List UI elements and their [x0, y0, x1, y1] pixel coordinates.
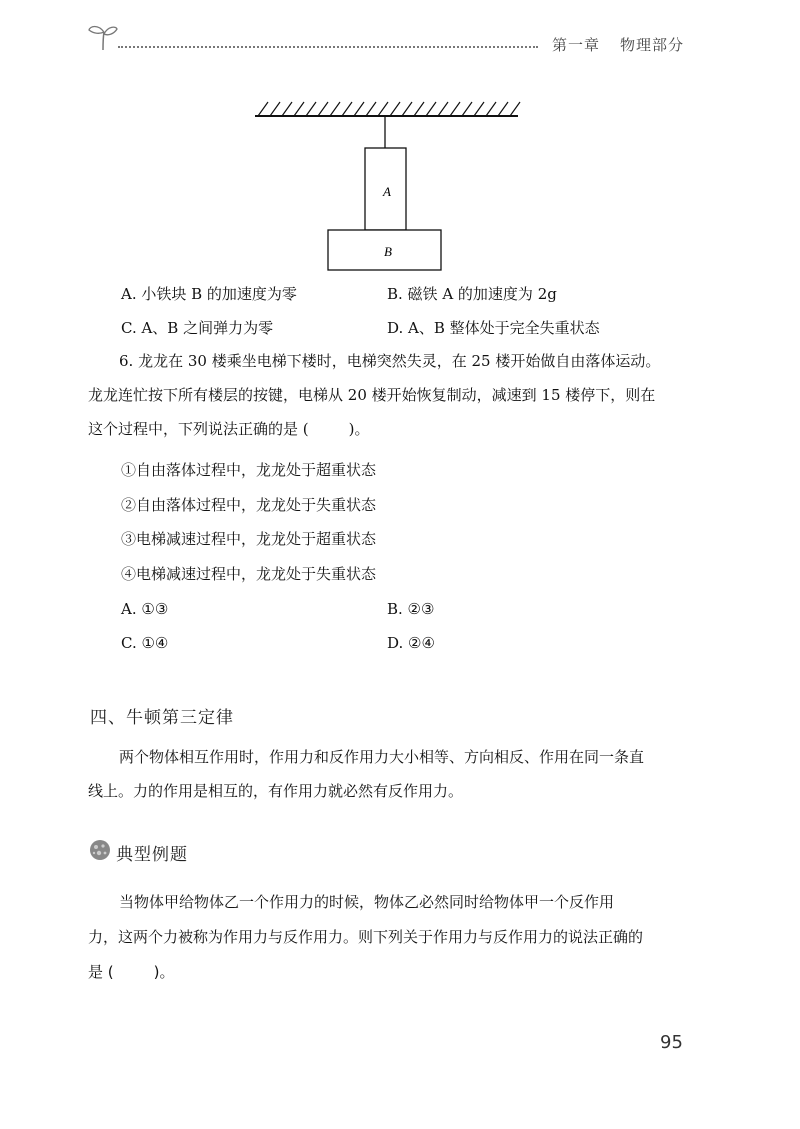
header-rule — [118, 46, 538, 48]
q6-option-d: D. ②④ — [387, 634, 435, 652]
example-line-3 — [88, 955, 700, 990]
q6-option-c: C. ①④ — [121, 634, 169, 652]
q6-statement-4: ④电梯减速过程中，龙龙处于失重状态 — [121, 565, 377, 583]
q6-statement-1: ①自由落体过程中，龙龙处于超重状态 — [121, 461, 377, 479]
q6-option-a: A. ①③ — [121, 600, 169, 618]
example-body — [88, 885, 700, 990]
q6-line-3 — [88, 412, 700, 446]
q6-option-b: B. ②③ — [387, 600, 435, 618]
q5-option-b: B. 磁铁 A 的加速度为 2g — [387, 285, 557, 303]
section-label: 物理部分 — [620, 36, 685, 54]
section4-body — [88, 740, 700, 808]
example-badge-icon — [88, 838, 112, 862]
section-title: 四、牛顿第三定律 — [90, 708, 234, 728]
iron-block-b-label: B — [384, 244, 392, 259]
magnet-block-diagram — [250, 96, 525, 276]
sprout-icon — [86, 20, 120, 52]
q6-statement-2: ②自由落体过程中，龙龙处于失重状态 — [121, 496, 377, 514]
q5-option-c: C. A、B 之间弹力为零 — [121, 319, 274, 337]
example-title: 典型例题 — [116, 845, 188, 865]
q6-line-3-before: 这个过程中，下列说法正确的是 ( — [88, 420, 309, 438]
q5-option-a: A. 小铁块 B 的加速度为零 — [121, 285, 297, 303]
q6-statement-3: ③电梯减速过程中，龙龙处于超重状态 — [121, 530, 377, 548]
example-line-3-before: 是 ( — [88, 963, 114, 981]
section4-line-2: 线上。力的作用是相互的，有作用力就必然有反作用力。 — [88, 782, 464, 800]
example-line-2: 力，这两个力被称为作用力与反作用力。则下列关于作用力与反作用力的说法正确的 — [88, 928, 644, 946]
section4-line-1: 两个物体相互作用时，作用力和反作用力大小相等、方向相反、作用在同一条直 — [119, 748, 645, 766]
page-number: 95 — [660, 1032, 683, 1053]
q6-line-1: 6. 龙龙在 30 楼乘坐电梯下楼时，电梯突然失灵，在 25 楼开始做自由落体运动。 — [119, 352, 661, 370]
example-line-1: 当物体甲给物体乙一个作用力的时候，物体乙必然同时给物体甲一个反作用 — [119, 893, 615, 911]
q6-line-2: 龙龙连忙按下所有楼层的按键，电梯从 20 楼开始恢复制动，减速到 15 楼停下，则在 — [88, 386, 656, 404]
chapter-label: 第一章 — [552, 36, 601, 54]
magnet-a-label: A — [383, 184, 391, 199]
running-header — [552, 34, 684, 55]
ceiling-hatching — [258, 102, 520, 116]
q5-option-d: D. A、B 整体处于完全失重状态 — [387, 319, 600, 337]
q6-line-3-after: )。 — [348, 420, 370, 438]
example-line-3-after: )。 — [153, 963, 175, 981]
q6-stem — [88, 344, 700, 446]
